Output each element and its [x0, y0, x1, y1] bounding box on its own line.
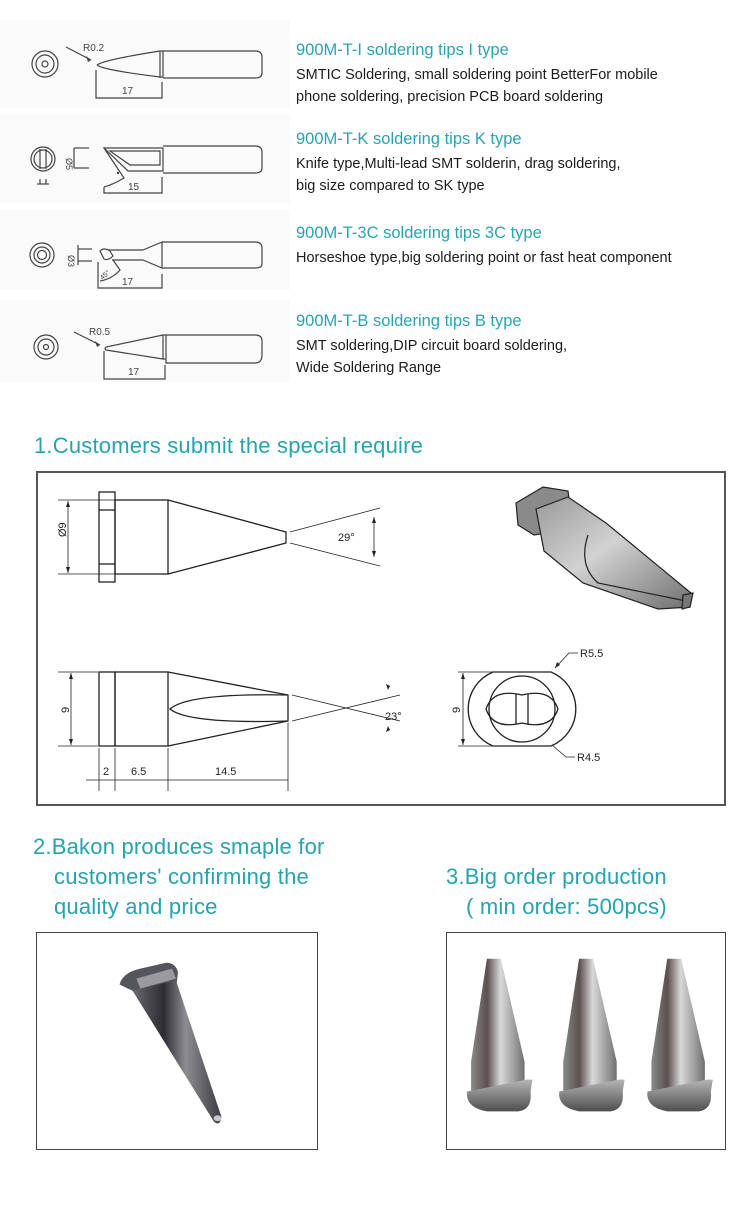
tip-desc-line: Knife type,Multi-lead SMT solderin, drag soldering,: [296, 156, 621, 172]
tip-drawing-3c-type: [0, 210, 290, 290]
tip-row-k-type: [0, 115, 750, 203]
tip-text-3c-type: [296, 223, 672, 269]
end-height-label: 9: [451, 706, 463, 713]
dim-label: 2: [103, 766, 110, 778]
tip-3c-diagram: [0, 210, 290, 298]
dim-label: 6.5: [131, 766, 147, 778]
step-2-line: 2.Bakon produces smaple for: [33, 834, 325, 859]
tip-3d-render: [516, 487, 693, 609]
technical-drawing: [38, 473, 724, 804]
tip-row-b-type: [0, 300, 750, 385]
tip-left: [467, 959, 533, 1112]
tip-drawing-k-type: [0, 115, 290, 203]
tip-i-diagram: [0, 20, 290, 108]
sample-photo: [36, 932, 318, 1150]
tip-desc-line: Horseshoe type,big soldering point or fast heat component: [296, 250, 672, 266]
tip-title: 900M-T-K soldering tips K type: [296, 130, 522, 148]
tip-desc-line: Wide Soldering Range: [296, 360, 442, 376]
step-2-heading: [33, 832, 325, 922]
tip-description: [296, 153, 621, 197]
tip-b-diagram: [0, 300, 290, 388]
tip-title: 900M-T-I soldering tips I type: [296, 41, 509, 59]
length-label: 15: [128, 182, 140, 193]
tip-drawing-b-type: [0, 300, 290, 382]
length-label: 17: [128, 367, 140, 378]
end-view: [458, 653, 578, 757]
inner-radius-label: R4.5: [577, 752, 601, 764]
tip-drawing-i-type: [0, 20, 290, 108]
tip-description: [296, 335, 567, 379]
tip-k-diagram: [0, 115, 290, 203]
step-2-line: customers' confirming the: [54, 864, 309, 889]
length-label: 17: [122, 277, 134, 288]
dim-label: 14.5: [215, 766, 237, 778]
tip-row-i-type: [0, 20, 750, 108]
top-view: [58, 492, 380, 582]
angle-label-23: 23°: [385, 711, 402, 723]
step-3-line: 3.Big order production: [446, 864, 667, 889]
tip-title: 900M-T-3C soldering tips 3C type: [296, 224, 542, 242]
diameter-label: Ø5: [64, 158, 74, 171]
angle-label-29: 29°: [338, 532, 355, 544]
tip-desc-line: SMTIC Soldering, small soldering point BetterFor mobile: [296, 67, 658, 83]
height-label: 9: [60, 706, 72, 713]
step-3-line: ( min order: 500pcs): [466, 894, 667, 919]
sample-tip-image: [37, 933, 317, 1149]
diameter-label: Ø3: [66, 255, 76, 268]
tip-desc-line: phone soldering, precision PCB board soldering: [296, 89, 604, 105]
spec-drawing-panel: [36, 471, 726, 806]
radius-label: R0.2: [83, 43, 105, 54]
tip-middle: [559, 959, 625, 1112]
step-1-heading: 1.Customers submit the special require: [34, 433, 424, 458]
tip-right: [647, 959, 713, 1112]
tip-text-b-type: [296, 311, 567, 379]
outer-radius-label: R5.5: [580, 648, 604, 660]
production-photo: [446, 932, 726, 1150]
tip-description: [296, 247, 672, 269]
length-label: 17: [122, 86, 134, 97]
tip-row-3c-type: [0, 210, 750, 292]
tip-title: 900M-T-B soldering tips B type: [296, 312, 522, 330]
tip-text-k-type: [296, 129, 621, 197]
tip-description: [296, 64, 658, 108]
angle-label: 45°: [99, 269, 112, 282]
step-3-heading: [446, 862, 667, 922]
tip-text-i-type: [296, 40, 658, 108]
diameter-label: Ø9: [57, 522, 69, 537]
radius-label: R0.5: [89, 327, 111, 338]
tip-desc-line: SMT soldering,DIP circuit board soldering,: [296, 338, 568, 354]
tip-desc-line: big size compared to SK type: [296, 178, 485, 194]
production-tips-image: [447, 933, 725, 1149]
step-2-line: quality and price: [54, 894, 218, 919]
